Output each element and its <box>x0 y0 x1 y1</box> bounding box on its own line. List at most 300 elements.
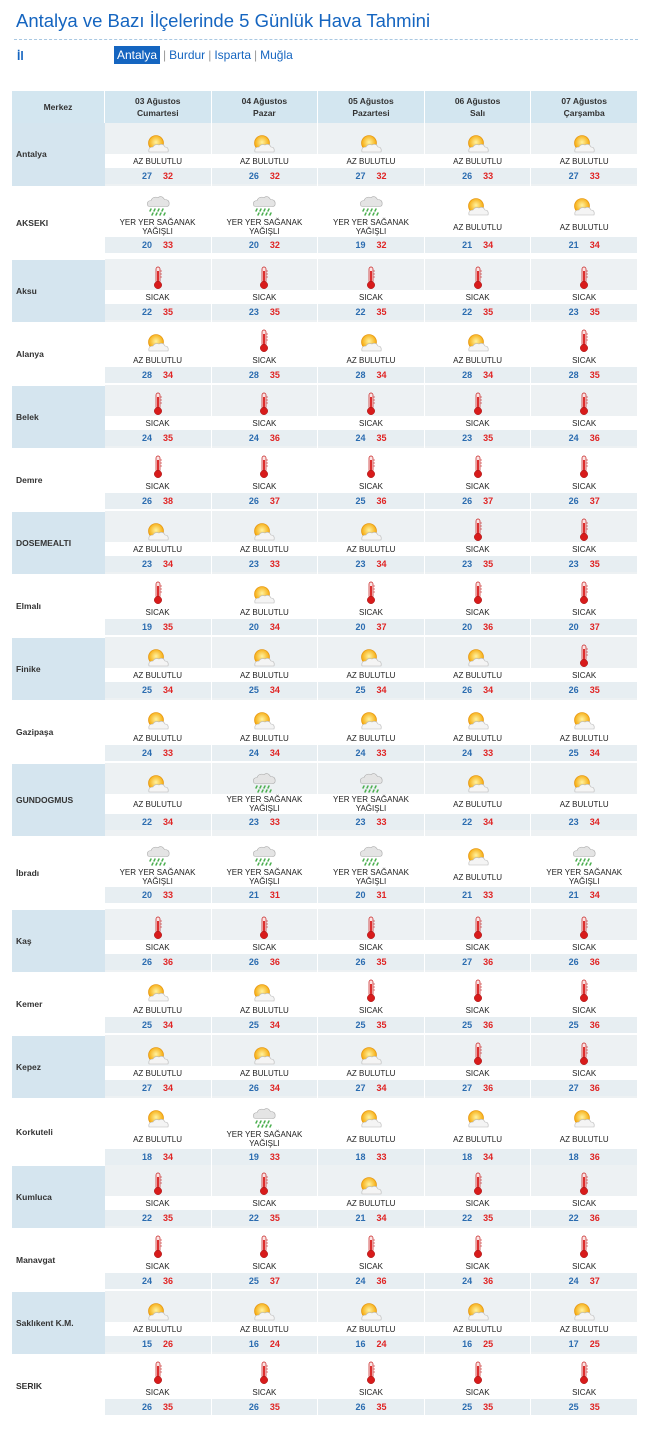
forecast-cell <box>105 909 212 972</box>
forecast-cell <box>318 1165 425 1228</box>
min-temp: 28 <box>462 370 473 380</box>
max-temp: 34 <box>376 1083 387 1093</box>
max-temp: 34 <box>483 817 494 827</box>
temperature-range <box>105 304 211 320</box>
condition-label: SICAK <box>105 1259 211 1273</box>
min-temp: 23 <box>248 559 259 569</box>
thermometer-icon <box>105 909 211 940</box>
min-temp: 27 <box>462 1083 473 1093</box>
temperature-range <box>105 237 211 253</box>
max-temp: 33 <box>269 559 280 569</box>
min-temp: 20 <box>568 622 579 632</box>
temperature-range <box>105 493 211 509</box>
temperature-range <box>318 887 424 903</box>
temperature-range <box>531 1149 637 1165</box>
condition-label: SICAK <box>212 353 318 367</box>
forecast-cell <box>105 123 212 186</box>
sun-cloud-icon <box>105 700 211 731</box>
province-links <box>114 48 293 62</box>
forecast-cell <box>531 700 638 763</box>
condition-label: AZ BULUTLU <box>531 1129 637 1149</box>
sun-cloud-icon <box>318 123 424 154</box>
sun-cloud-icon <box>212 511 318 542</box>
sun-cloud-icon <box>318 700 424 731</box>
forecast-cell <box>105 511 212 574</box>
sun-cloud-icon <box>318 1098 424 1129</box>
condition-label: AZ BULUTLU <box>212 1003 318 1017</box>
table-row <box>12 972 638 1035</box>
temperature-range <box>531 954 637 970</box>
temperature-range <box>212 1017 318 1033</box>
sun-cloud-icon <box>531 763 637 794</box>
condition-label: AZ BULUTLU <box>105 1066 211 1080</box>
min-temp: 26 <box>248 957 259 967</box>
sun-cloud-icon <box>105 322 211 353</box>
temperature-range <box>531 1399 637 1415</box>
condition-label: SICAK <box>531 1385 637 1399</box>
min-temp: 25 <box>355 496 366 506</box>
link-separator: | <box>163 48 167 62</box>
temperature-range <box>425 1399 531 1415</box>
min-temp: 27 <box>355 171 366 181</box>
temperature-range <box>212 1210 318 1226</box>
thermometer-icon <box>212 1354 318 1385</box>
province-link-1[interactable]: Antalya <box>114 46 160 64</box>
max-temp: 34 <box>589 748 600 758</box>
header-day-5 <box>531 91 638 123</box>
forecast-cell <box>318 123 425 186</box>
condition-label: AZ BULUTLU <box>318 154 424 168</box>
temperature-range <box>425 430 531 446</box>
thermometer-icon <box>212 909 318 940</box>
max-temp: 36 <box>589 1152 600 1162</box>
min-temp: 21 <box>462 890 473 900</box>
condition-label: SICAK <box>105 416 211 430</box>
table-row <box>12 763 638 836</box>
table-row <box>12 511 638 574</box>
temperature-range <box>105 1399 211 1415</box>
province-link-3[interactable]: Isparta <box>214 48 251 62</box>
max-temp: 31 <box>376 890 387 900</box>
min-temp: 28 <box>355 370 366 380</box>
forecast-cell <box>318 836 425 909</box>
condition-label: AZ BULUTLU <box>212 1322 318 1336</box>
temperature-range <box>212 1149 318 1165</box>
forecast-cell <box>318 322 425 385</box>
forecast-cell <box>318 700 425 763</box>
forecast-cell <box>531 1165 638 1228</box>
min-temp: 24 <box>355 433 366 443</box>
city-name: Saklıkent K.M. <box>12 1291 105 1354</box>
forecast-cell <box>531 1228 638 1291</box>
min-temp: 27 <box>355 1083 366 1093</box>
condition-label: SICAK <box>212 1196 318 1210</box>
forecast-cell <box>531 909 638 972</box>
temperature-range <box>212 887 318 903</box>
min-temp: 18 <box>462 1152 473 1162</box>
temperature-range <box>425 1336 531 1352</box>
temperature-range <box>425 493 531 509</box>
temperature-range <box>425 619 531 635</box>
min-temp: 20 <box>142 240 153 250</box>
max-temp: 34 <box>483 1152 494 1162</box>
forecast-cell <box>211 1354 318 1417</box>
min-temp: 25 <box>142 685 153 695</box>
min-temp: 25 <box>568 748 579 758</box>
sun-cloud-icon <box>425 1291 531 1322</box>
temperature-range <box>531 814 637 830</box>
condition-label: SICAK <box>531 1003 637 1017</box>
max-temp: 36 <box>589 1213 600 1223</box>
max-temp: 37 <box>376 622 387 632</box>
max-temp: 35 <box>269 1213 280 1223</box>
condition-label: AZ BULUTLU <box>318 542 424 556</box>
temperature-range <box>318 1399 424 1415</box>
thermometer-icon <box>318 1354 424 1385</box>
forecast-cell <box>318 763 425 836</box>
min-temp: 23 <box>568 817 579 827</box>
min-temp: 26 <box>462 496 473 506</box>
max-temp: 37 <box>589 496 600 506</box>
condition-label: SICAK <box>425 416 531 430</box>
forecast-cell <box>424 259 531 322</box>
max-temp: 35 <box>483 307 494 317</box>
temperature-range <box>425 745 531 761</box>
condition-label: AZ BULUTLU <box>212 1066 318 1080</box>
temperature-range <box>531 168 637 184</box>
min-temp: 24 <box>355 1276 366 1286</box>
max-temp: 35 <box>163 307 174 317</box>
thermometer-icon <box>425 511 531 542</box>
temperature-range <box>105 814 211 830</box>
min-temp: 24 <box>142 433 153 443</box>
header-weekday: Salı <box>470 108 486 118</box>
condition-label: AZ BULUTLU <box>105 668 211 682</box>
min-temp: 23 <box>142 559 153 569</box>
condition-label: AZ BULUTLU <box>425 154 531 168</box>
header-date: 06 Ağustos <box>454 96 501 106</box>
condition-label: SICAK <box>212 940 318 954</box>
forecast-cell <box>105 700 212 763</box>
header-weekday: Çarşamba <box>563 108 605 118</box>
condition-label: SICAK <box>105 1196 211 1210</box>
city-name: AKSEKI <box>12 186 105 259</box>
max-temp: 34 <box>483 240 494 250</box>
thermometer-icon <box>531 322 637 353</box>
max-temp: 33 <box>483 748 494 758</box>
forecast-cell <box>105 1291 212 1354</box>
forecast-cell <box>105 322 212 385</box>
temperature-range <box>212 619 318 635</box>
condition-label: AZ BULUTLU <box>425 353 531 367</box>
temperature-range <box>318 1273 424 1289</box>
forecast-cell <box>211 322 318 385</box>
province-link-2[interactable]: Burdur <box>169 48 206 62</box>
min-temp: 15 <box>142 1339 153 1349</box>
max-temp: 34 <box>269 748 280 758</box>
min-temp: 25 <box>355 685 366 695</box>
max-temp: 33 <box>376 817 387 827</box>
temperature-range <box>212 168 318 184</box>
temperature-range <box>531 556 637 572</box>
temperature-range <box>105 1336 211 1352</box>
min-temp: 21 <box>462 240 473 250</box>
condition-label: AZ BULUTLU <box>531 1322 637 1336</box>
min-temp: 22 <box>142 1213 153 1223</box>
forecast-cell <box>211 1165 318 1228</box>
min-temp: 23 <box>462 433 473 443</box>
min-temp: 21 <box>248 890 259 900</box>
city-name: Aksu <box>12 259 105 322</box>
forecast-cell <box>211 836 318 909</box>
condition-label: SICAK <box>318 416 424 430</box>
max-temp: 36 <box>589 1083 600 1093</box>
sun-cloud-icon <box>212 972 318 1003</box>
max-temp: 34 <box>483 685 494 695</box>
condition-label: AZ BULUTLU <box>212 731 318 745</box>
forecast-cell <box>105 972 212 1035</box>
min-temp: 26 <box>462 171 473 181</box>
temperature-range <box>212 1273 318 1289</box>
table-row <box>12 186 638 259</box>
forecast-cell <box>211 1098 318 1165</box>
forecast-cell <box>318 1098 425 1165</box>
max-temp: 37 <box>589 1276 600 1286</box>
temperature-range <box>105 1149 211 1165</box>
temperature-range <box>425 1210 531 1226</box>
sun-cloud-icon <box>212 1035 318 1066</box>
max-temp: 34 <box>376 370 387 380</box>
min-temp: 23 <box>568 559 579 569</box>
max-temp: 35 <box>589 685 600 695</box>
min-temp: 21 <box>568 240 579 250</box>
max-temp: 34 <box>269 1083 280 1093</box>
forecast-cell <box>105 1035 212 1098</box>
min-temp: 19 <box>142 622 153 632</box>
min-temp: 23 <box>462 559 473 569</box>
forecast-table <box>12 91 638 1418</box>
thermometer-icon <box>318 574 424 605</box>
thermometer-icon <box>105 259 211 290</box>
temperature-range <box>105 745 211 761</box>
max-temp: 34 <box>269 685 280 695</box>
forecast-cell <box>211 1228 318 1291</box>
temperature-range <box>105 954 211 970</box>
table-row <box>12 1098 638 1165</box>
table-row <box>12 123 638 186</box>
thermometer-icon <box>318 972 424 1003</box>
forecast-cell <box>211 700 318 763</box>
max-temp: 35 <box>483 433 494 443</box>
condition-label: SICAK <box>531 1259 637 1273</box>
temperature-range <box>531 1273 637 1289</box>
temperature-range <box>318 745 424 761</box>
min-temp: 22 <box>462 817 473 827</box>
temperature-range <box>531 887 637 903</box>
min-temp: 22 <box>142 817 153 827</box>
condition-label: AZ BULUTLU <box>105 154 211 168</box>
max-temp: 37 <box>269 1276 280 1286</box>
sun-cloud-icon <box>105 123 211 154</box>
temperature-range <box>212 1399 318 1415</box>
city-name: SERIK <box>12 1354 105 1417</box>
max-temp: 34 <box>589 240 600 250</box>
max-temp: 36 <box>483 957 494 967</box>
temperature-range <box>105 1210 211 1226</box>
forecast-cell <box>424 1354 531 1417</box>
temperature-range <box>425 367 531 383</box>
forecast-cell <box>424 385 531 448</box>
min-temp: 27 <box>568 171 579 181</box>
condition-label: SICAK <box>531 416 637 430</box>
condition-label: SICAK <box>105 605 211 619</box>
temperature-range <box>318 1080 424 1096</box>
condition-label: SICAK <box>425 605 531 619</box>
min-temp: 22 <box>462 1213 473 1223</box>
condition-label: YER YER SAĞANAK YAĞIŞLI <box>212 1129 318 1149</box>
temperature-range <box>318 954 424 970</box>
forecast-cell <box>105 836 212 909</box>
condition-label: SICAK <box>318 1385 424 1399</box>
max-temp: 36 <box>483 1083 494 1093</box>
forecast-cell <box>318 186 425 259</box>
max-temp: 24 <box>376 1339 387 1349</box>
min-temp: 23 <box>568 307 579 317</box>
forecast-cell <box>318 448 425 511</box>
condition-label: AZ BULUTLU <box>531 154 637 168</box>
forecast-cell <box>211 909 318 972</box>
condition-label: AZ BULUTLU <box>105 731 211 745</box>
max-temp: 37 <box>589 622 600 632</box>
forecast-cell <box>211 186 318 259</box>
table-row <box>12 836 638 909</box>
sun-cloud-icon <box>212 637 318 668</box>
thermometer-icon <box>212 259 318 290</box>
temperature-range <box>531 367 637 383</box>
min-temp: 21 <box>355 1213 366 1223</box>
max-temp: 34 <box>589 890 600 900</box>
forecast-cell <box>424 700 531 763</box>
sun-cloud-icon <box>531 1291 637 1322</box>
min-temp: 27 <box>568 1083 579 1093</box>
header-weekday: Pazar <box>253 108 276 118</box>
condition-label: SICAK <box>318 1003 424 1017</box>
forecast-cell <box>318 909 425 972</box>
temperature-range <box>318 168 424 184</box>
condition-label: SICAK <box>531 940 637 954</box>
condition-label: SICAK <box>212 1259 318 1273</box>
min-temp: 27 <box>142 171 153 181</box>
temperature-range <box>425 237 531 253</box>
max-temp: 34 <box>163 1083 174 1093</box>
min-temp: 26 <box>568 496 579 506</box>
forecast-cell <box>424 1291 531 1354</box>
sun-cloud-icon <box>105 1098 211 1129</box>
forecast-cell <box>211 123 318 186</box>
header-date: 03 Ağustos <box>135 96 181 106</box>
min-temp: 16 <box>462 1339 473 1349</box>
thermometer-icon <box>425 1165 531 1196</box>
rain-cloud-icon <box>212 763 318 794</box>
sun-cloud-icon <box>531 186 637 217</box>
sun-cloud-icon <box>105 511 211 542</box>
max-temp: 34 <box>163 559 174 569</box>
condition-label: SICAK <box>318 479 424 493</box>
forecast-cell <box>318 259 425 322</box>
max-temp: 34 <box>269 622 280 632</box>
condition-label: AZ BULUTLU <box>318 668 424 682</box>
temperature-range <box>318 556 424 572</box>
province-link-4[interactable]: Muğla <box>260 48 293 62</box>
temperature-range <box>105 887 211 903</box>
temperature-range <box>105 682 211 698</box>
condition-label: SICAK <box>531 605 637 619</box>
thermometer-icon <box>425 1228 531 1259</box>
forecast-cell <box>211 511 318 574</box>
forecast-cell <box>531 763 638 836</box>
forecast-cell <box>531 385 638 448</box>
forecast-cell <box>531 836 638 909</box>
sun-cloud-icon <box>318 1291 424 1322</box>
city-name: Kaş <box>12 909 105 972</box>
forecast-cell <box>531 322 638 385</box>
max-temp: 35 <box>269 1402 280 1412</box>
temperature-range <box>105 1273 211 1289</box>
forecast-cell <box>531 511 638 574</box>
condition-label: AZ BULUTLU <box>318 1066 424 1080</box>
thermometer-icon <box>425 574 531 605</box>
min-temp: 24 <box>568 1276 579 1286</box>
table-row <box>12 637 638 700</box>
condition-label: SICAK <box>425 1385 531 1399</box>
max-temp: 35 <box>483 559 494 569</box>
temperature-range <box>531 745 637 761</box>
sun-cloud-icon <box>425 1098 531 1129</box>
forecast-cell <box>105 574 212 637</box>
max-temp: 34 <box>376 1213 387 1223</box>
temperature-range <box>425 954 531 970</box>
min-temp: 22 <box>568 1213 579 1223</box>
condition-label: AZ BULUTLU <box>531 794 637 814</box>
city-name: Kumluca <box>12 1165 105 1228</box>
max-temp: 33 <box>376 748 387 758</box>
max-temp: 33 <box>589 171 600 181</box>
max-temp: 36 <box>269 957 280 967</box>
sun-cloud-icon <box>212 574 318 605</box>
condition-label: SICAK <box>212 416 318 430</box>
condition-label: YER YER SAĞANAK YAĞIŞLI <box>105 217 211 237</box>
condition-label: SICAK <box>531 668 637 682</box>
min-temp: 18 <box>142 1152 153 1162</box>
max-temp: 34 <box>163 370 174 380</box>
thermometer-icon <box>212 448 318 479</box>
temperature-range <box>425 1080 531 1096</box>
max-temp: 35 <box>269 370 280 380</box>
forecast-cell <box>424 123 531 186</box>
forecast-cell <box>424 511 531 574</box>
temperature-range <box>531 430 637 446</box>
max-temp: 36 <box>589 1020 600 1030</box>
forecast-cell <box>105 637 212 700</box>
temperature-range <box>318 1149 424 1165</box>
temperature-range <box>105 367 211 383</box>
forecast-cell <box>531 1291 638 1354</box>
condition-label: YER YER SAĞANAK YAĞIŞLI <box>318 794 424 814</box>
max-temp: 36 <box>589 433 600 443</box>
condition-label: SICAK <box>318 1259 424 1273</box>
table-row <box>12 1165 638 1228</box>
forecast-cell <box>318 637 425 700</box>
